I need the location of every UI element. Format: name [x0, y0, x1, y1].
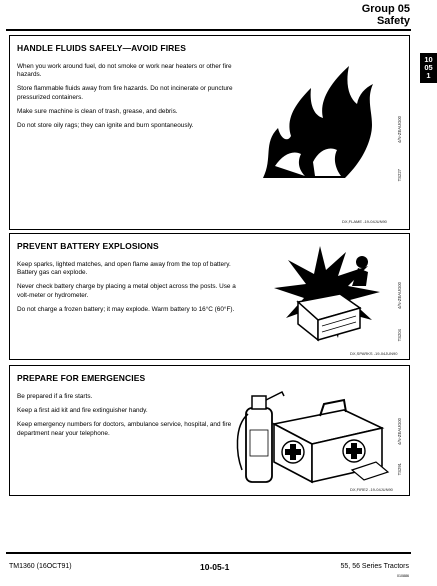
panel-title: PREPARE FOR EMERGENCIES — [17, 373, 146, 383]
paragraph: Never check battery charge by placing a metal object across the posts. Use a volt-meter or hydrometer. — [17, 283, 236, 299]
page-header — [0, 0, 437, 32]
paragraph: Keep a first aid kit and fire extinguisher handy. — [17, 407, 148, 415]
paragraph: Keep emergency numbers for doctors, ambulance service, hospital, and fire department near your telephone. — [17, 421, 232, 437]
figure-caption: DX,FIRE2 -19-04JUN90 — [350, 487, 393, 492]
paragraph: Make sure machine is clean of trash, grease, and debris. — [17, 107, 178, 115]
side-code: 4/N-ZEAUG00 — [397, 282, 402, 309]
tab-line-1: 10 — [424, 55, 433, 64]
paragraph: Do not charge a frozen battery; it may explode. Warm battery to 16°C (60°F). — [17, 305, 235, 313]
panel-handle-fluids — [9, 35, 410, 230]
tab-line-2: 05 — [424, 63, 433, 72]
page-footer — [0, 552, 437, 586]
manual-number: TM1360 (16OCT91) — [9, 563, 72, 570]
side-code: 4/N-ZEAUG00 — [397, 418, 402, 445]
paragraph: Keep sparks, lighted matches, and open flame away from the top of battery. Battery gas can explode. — [17, 261, 231, 277]
paragraph: Be prepared if a fire starts. — [17, 393, 93, 400]
group-label: Group 05 — [361, 3, 410, 15]
side-code: TS291 — [397, 463, 402, 476]
figure-caption: DX,FLAME -19-04JUN90 — [342, 219, 387, 224]
side-code: 4/N-ZEAUG00 — [397, 116, 402, 143]
panel-body — [17, 261, 247, 320]
paragraph: Do not store oily rags; they can ignite and burn spontaneously. — [17, 122, 194, 130]
paragraph: Store flammable fluids away from fire hazards. Do not incinerate or puncture pressurized containers. — [17, 85, 233, 101]
footer-rule — [6, 552, 411, 554]
side-code: TS204 — [397, 329, 402, 342]
section-tab — [420, 53, 437, 83]
tab-line-3: 1 — [426, 71, 431, 80]
flame-icon — [253, 58, 383, 188]
panel-battery-explosions — [9, 233, 410, 360]
header-rule — [6, 29, 411, 31]
panel-prepare-emergencies — [9, 365, 410, 496]
panel-body — [17, 393, 247, 444]
footer-code: 010886 — [397, 574, 409, 578]
page-number: 10-05-1 — [200, 562, 230, 572]
battery-explosion-icon — [268, 242, 386, 346]
section-label: Safety — [376, 15, 410, 27]
product-name: 55, 56 Series Tractors — [340, 563, 409, 570]
paragraph: When you work around fuel, do not smoke or work near heaters or other fire hazards. — [17, 63, 232, 79]
panel-title: HANDLE FLUIDS SAFELY—AVOID FIRES — [17, 43, 186, 53]
panel-title: PREVENT BATTERY EXPLOSIONS — [17, 241, 159, 251]
figure-caption: DX,SPARKS -19-04JUN90 — [350, 351, 398, 356]
panel-body — [17, 63, 247, 136]
side-code: TS227 — [397, 169, 402, 182]
first-aid-extinguisher-icon — [232, 374, 390, 488]
